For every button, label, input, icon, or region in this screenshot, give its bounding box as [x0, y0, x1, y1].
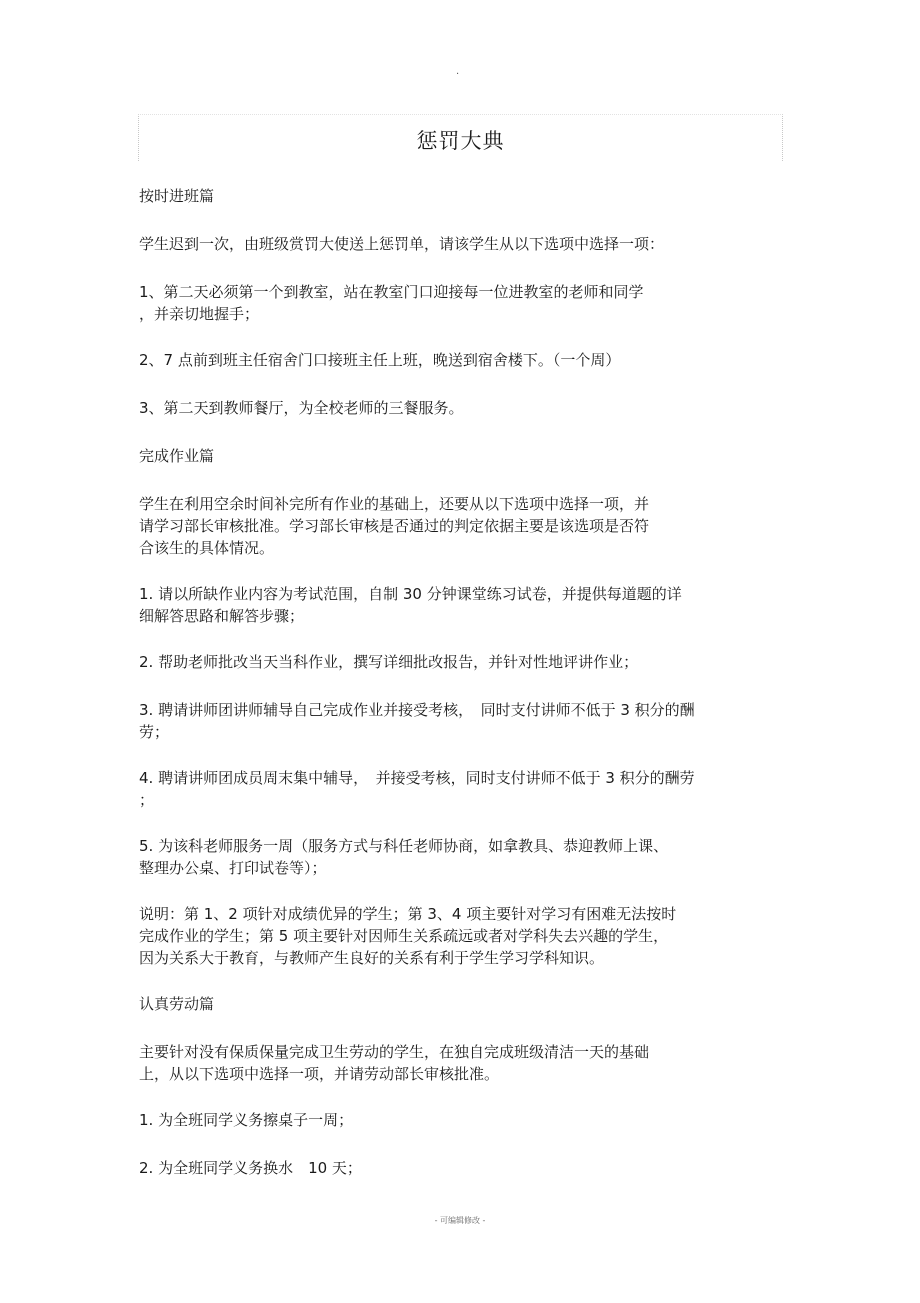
top-mark: .: [456, 66, 460, 77]
list-item-homework-2: 2. 帮助老师批改当天当科作业，撰写详细批改报告，并针对性地评讲作业；: [139, 653, 639, 671]
paragraph-labor-intro: 主要针对没有保质保量完成卫生劳动的学生，在独自完成班级清洁一天的基础 上，从以下选项中选择一项，并请劳动部长审核批准。: [139, 1043, 650, 1083]
list-item-labor-2: 2. 为全班同学义务换水 10 天；: [139, 1159, 362, 1177]
paragraph-homework-note: 说明：第 1、2 项针对成绩优异的学生；第 3、4 项主要针对学习有困难无法按时 完成作业的学生；第 5 项主要针对因师生关系疏远或者对学科失去兴趣的学生， 因为关系大于教育，与教师产生良好的关系有利于学生学习学科知识。: [139, 905, 677, 967]
title-frame: [138, 114, 783, 161]
list-item-punctuality-2: 2、7 点前到班主任宿舍门口接班主任上班，晚送到宿舍楼下。（一个周）: [139, 351, 621, 369]
list-item-homework-3: 3. 聘请讲师团讲师辅导自己完成作业并接受考核， 同时支付讲师不低于 3 积分的酬 劳；: [139, 701, 695, 741]
list-item-punctuality-3: 3、第二天到教师餐厅，为全校老师的三餐服务。: [139, 399, 464, 417]
list-item-labor-1: 1. 为全班同学义务擦桌子一周；: [139, 1111, 354, 1129]
page-footer: - 可编辑修改 -: [434, 1216, 486, 1225]
list-item-homework-5: 5. 为该科老师服务一周（服务方式与科任老师协商，如拿教具、恭迎教师上课、 整理办公桌、打印试卷等）；: [139, 837, 669, 877]
paragraph-homework-intro: 学生在利用空余时间补完所有作业的基础上，还要从以下选项中选择一项，并 请学习部长审核批准。学习部长审核是否通过的判定依据主要是该选项是否符 合该生的具体情况。: [139, 495, 650, 557]
section-heading-punctuality: 按时进班篇: [139, 187, 215, 205]
section-heading-labor: 认真劳动篇: [139, 995, 215, 1013]
paragraph-punctuality-intro: 学生迟到一次，由班级赏罚大使送上惩罚单，请该学生从以下选项中选择一项：: [139, 235, 665, 253]
list-item-homework-1: 1. 请以所缺作业内容为考试范围，自制 30 分钟课堂练习试卷，并提供每道题的详 细解答思路和解答步骤；: [139, 585, 682, 625]
list-item-punctuality-1: 1、第二天必须第一个到教室，站在教室门口迎接每一位进教室的老师和同学 ，并亲切地握手；: [139, 283, 644, 323]
document-title: 惩罚大典: [416, 129, 505, 153]
document-body: [139, 185, 789, 1179]
list-item-homework-4: 4. 聘请讲师团成员周末集中辅导， 并接受考核，同时支付讲师不低于 3 积分的酬劳 ；: [139, 769, 695, 809]
section-heading-homework: 完成作业篇: [139, 447, 215, 465]
